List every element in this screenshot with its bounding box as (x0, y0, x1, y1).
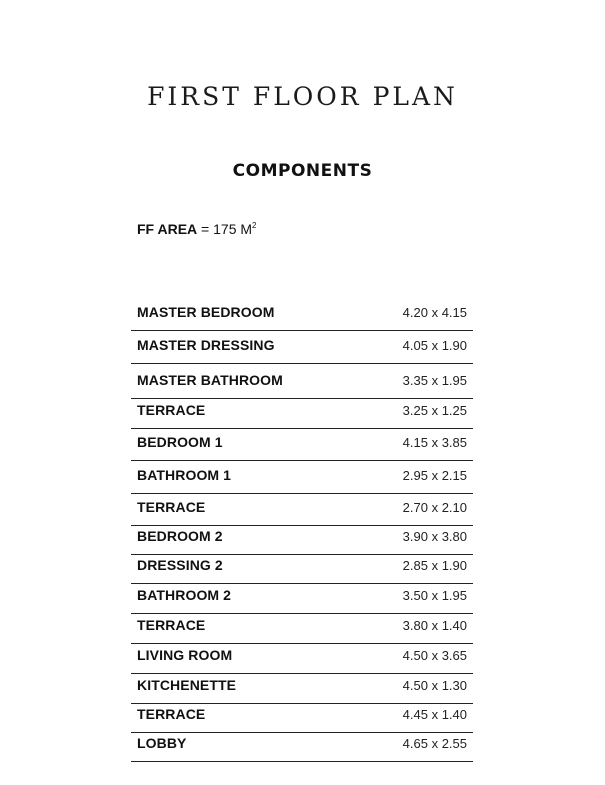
table-row (131, 614, 473, 644)
room-dimensions: 4.05 x 1.90 (402, 338, 467, 353)
table-row (131, 399, 473, 429)
room-dimensions: 4.20 x 4.15 (402, 305, 467, 320)
rooms-table (131, 296, 473, 762)
table-row (131, 644, 473, 674)
room-name: BEDROOM 2 (137, 528, 223, 544)
room-name: DRESSING 2 (137, 557, 223, 573)
room-dimensions: 4.50 x 3.65 (402, 648, 467, 663)
room-name: TERRACE (137, 706, 206, 722)
room-dimensions: 3.50 x 1.95 (402, 588, 467, 603)
room-name: MASTER DRESSING (137, 337, 275, 353)
area-unit-superscript: 2 (252, 221, 257, 230)
room-dimensions: 3.80 x 1.40 (402, 618, 467, 633)
table-row (131, 494, 473, 526)
table-row (131, 526, 473, 555)
room-dimensions: 4.15 x 3.85 (402, 435, 467, 450)
room-dimensions: 2.95 x 2.15 (402, 468, 467, 483)
area-unit: M (240, 221, 253, 237)
floor-area (137, 221, 257, 237)
table-row (131, 584, 473, 614)
room-name: MASTER BEDROOM (137, 304, 275, 320)
page-title: FIRST FLOOR PLAN (147, 82, 458, 111)
table-row (131, 331, 473, 364)
room-dimensions: 3.90 x 3.80 (402, 529, 467, 544)
table-row (131, 296, 473, 331)
room-name: TERRACE (137, 402, 206, 418)
area-value: 175 (213, 221, 237, 237)
table-row (131, 733, 473, 762)
table-row (131, 555, 473, 584)
room-dimensions: 4.45 x 1.40 (402, 707, 467, 722)
table-row (131, 674, 473, 704)
room-dimensions: 2.70 x 2.10 (402, 500, 467, 515)
room-dimensions: 4.50 x 1.30 (402, 678, 467, 693)
room-name: TERRACE (137, 617, 206, 633)
room-name: BEDROOM 1 (137, 434, 223, 450)
room-name: BATHROOM 2 (137, 587, 232, 603)
room-dimensions: 2.85 x 1.90 (402, 558, 467, 573)
area-equals: = (201, 221, 210, 237)
room-name: TERRACE (137, 499, 206, 515)
section-heading: COMPONENTS (232, 161, 373, 181)
room-name: BATHROOM 1 (137, 467, 232, 483)
table-row (131, 704, 473, 733)
room-name: LOBBY (137, 735, 187, 751)
room-name: MASTER BATHROOM (137, 372, 283, 388)
room-name: LIVING ROOM (137, 647, 233, 663)
room-name: KITCHENETTE (137, 677, 237, 693)
table-row (131, 461, 473, 494)
table-row (131, 429, 473, 461)
table-row (131, 364, 473, 399)
room-dimensions: 4.65 x 2.55 (402, 736, 467, 751)
area-label: FF AREA (137, 221, 198, 237)
room-dimensions: 3.35 x 1.95 (402, 373, 467, 388)
room-dimensions: 3.25 x 1.25 (402, 403, 467, 418)
